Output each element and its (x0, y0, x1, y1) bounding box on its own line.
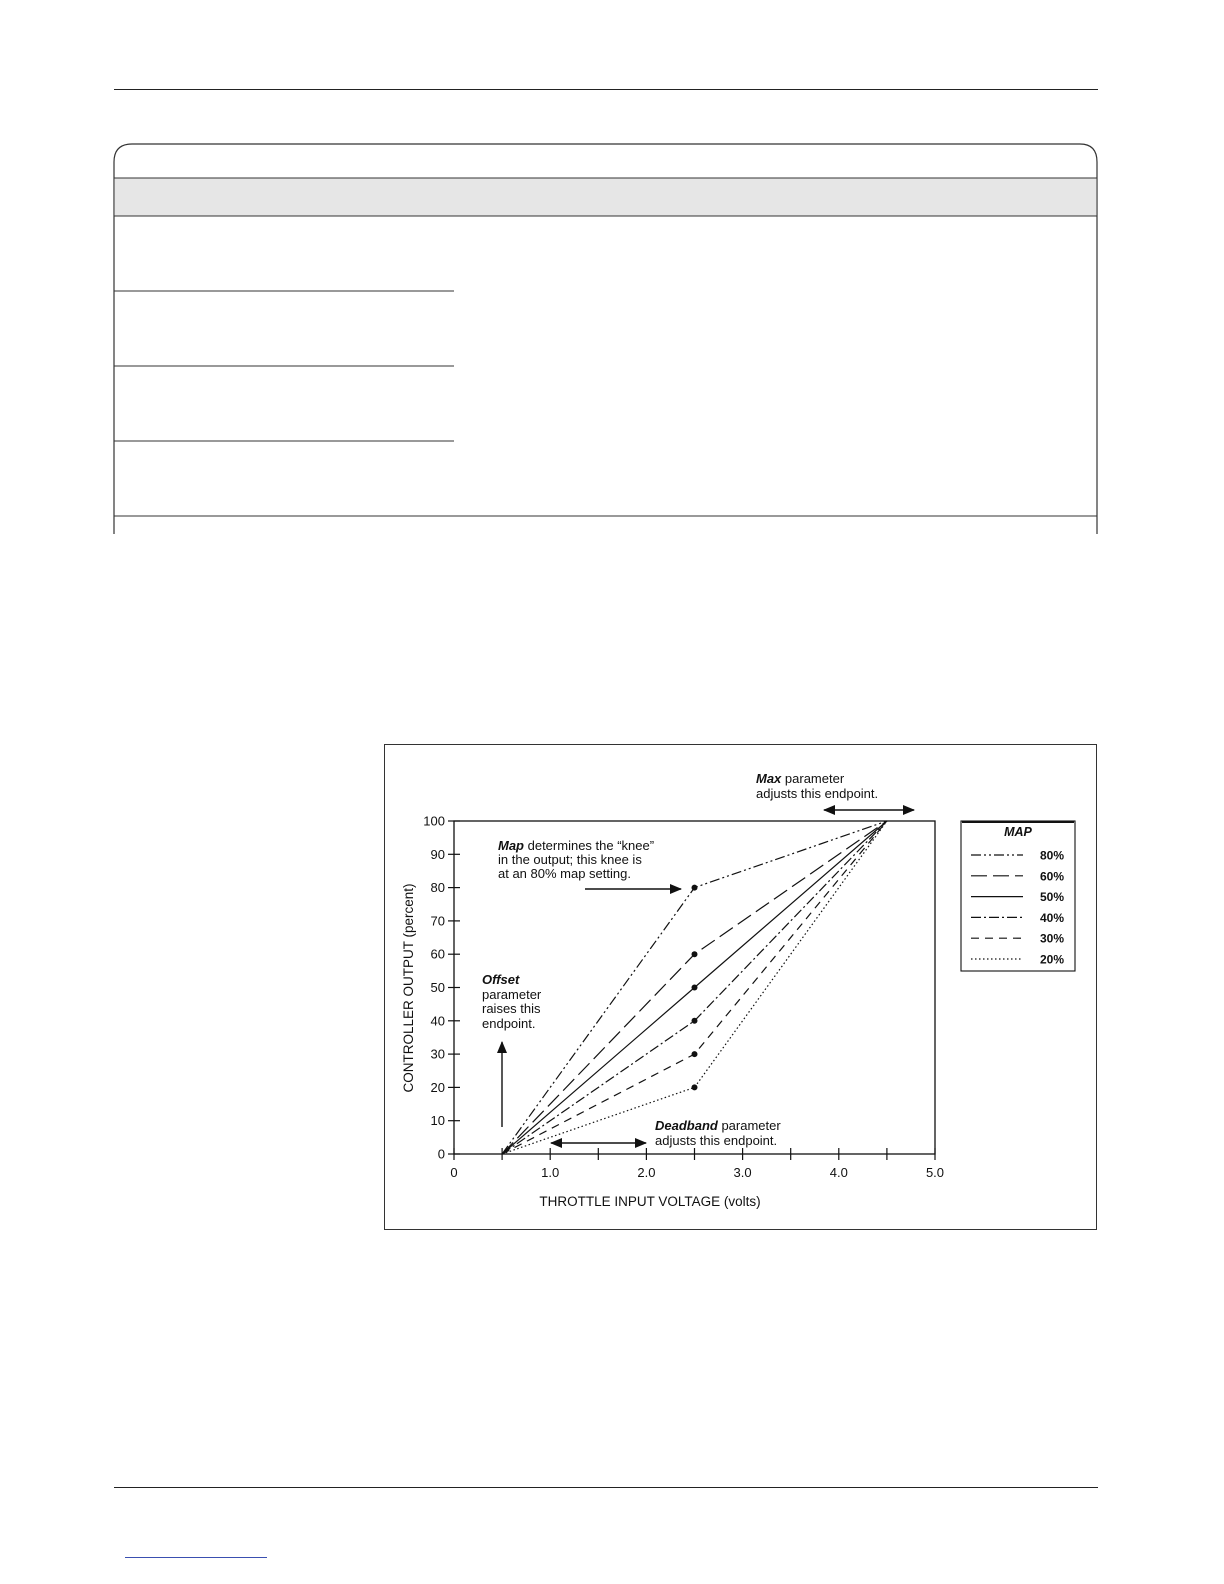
knee-point (692, 1084, 698, 1090)
max-annotation-rest: parameter (781, 771, 845, 786)
map-annotation (498, 838, 654, 853)
offset-annotation-bold: Offset (482, 972, 520, 987)
knee-point (692, 885, 698, 891)
figure-frame (384, 744, 1097, 1230)
deadband-annotation (655, 1118, 781, 1133)
deadband-annotation-bold: Deadband (655, 1118, 718, 1133)
legend-label: 30% (1040, 931, 1065, 946)
legend-label: 80% (1040, 848, 1065, 863)
offset-annotation-line3: raises this (482, 1001, 541, 1016)
table-frame (0, 0, 1224, 540)
x-tick-label: 5.0 (925, 1165, 945, 1180)
max-annotation-bold: Max (756, 771, 782, 786)
deadband-annotation-rest: parameter (717, 1118, 781, 1133)
legend-label: 40% (1040, 910, 1065, 925)
x-axis-label: THROTTLE INPUT VOLTAGE (volts) (539, 1194, 761, 1209)
footer-rule (114, 1487, 1098, 1488)
legend-label: 20% (1040, 952, 1065, 967)
knee-point (692, 1051, 698, 1057)
y-tick-label: 0 (437, 1146, 445, 1162)
legend (961, 821, 1075, 971)
y-axis-label: CONTROLLER OUTPUT (percent) (401, 883, 416, 1093)
offset-annotation-line2: parameter (482, 987, 542, 1002)
map-annotation-line2: in the output; this knee is (498, 852, 642, 867)
y-tick-label: 10 (430, 1113, 445, 1129)
x-tick-label: 1.0 (541, 1165, 560, 1180)
y-tick-label: 90 (430, 846, 445, 862)
deadband-annotation-line2: adjusts this endpoint. (655, 1133, 778, 1148)
legend-title: MAP (1004, 825, 1032, 839)
y-tick-label: 100 (423, 813, 445, 829)
legend-label: 50% (1040, 890, 1065, 905)
x-tick-label: 4.0 (829, 1165, 848, 1180)
y-tick-label: 80 (430, 880, 445, 896)
offset-annotation-line4: endpoint. (482, 1016, 536, 1031)
x-tick-label: 3.0 (733, 1165, 752, 1180)
x-tick-label: 2.0 (637, 1165, 656, 1180)
y-tick-label: 30 (430, 1046, 445, 1062)
x-tick-label: 0 (450, 1165, 458, 1180)
map-annotation-bold: Map (498, 838, 524, 853)
y-tick-label: 20 (430, 1079, 445, 1095)
legend-label: 60% (1040, 869, 1065, 884)
max-annotation (756, 771, 845, 786)
y-tick-label: 60 (430, 946, 445, 962)
footer-link-underline (125, 1557, 267, 1558)
map-annotation-line3: at an 80% map setting. (498, 866, 631, 881)
y-tick-label: 40 (430, 1013, 445, 1029)
map-annotation-rest: determines the “knee” (524, 838, 655, 853)
knee-point (692, 985, 698, 991)
y-tick-label: 50 (430, 980, 445, 995)
knee-point (692, 1018, 698, 1024)
map-chart (385, 745, 1096, 1229)
knee-point (692, 951, 698, 957)
max-annotation-line2: adjusts this endpoint. (756, 786, 879, 801)
y-tick-label: 70 (430, 913, 445, 929)
